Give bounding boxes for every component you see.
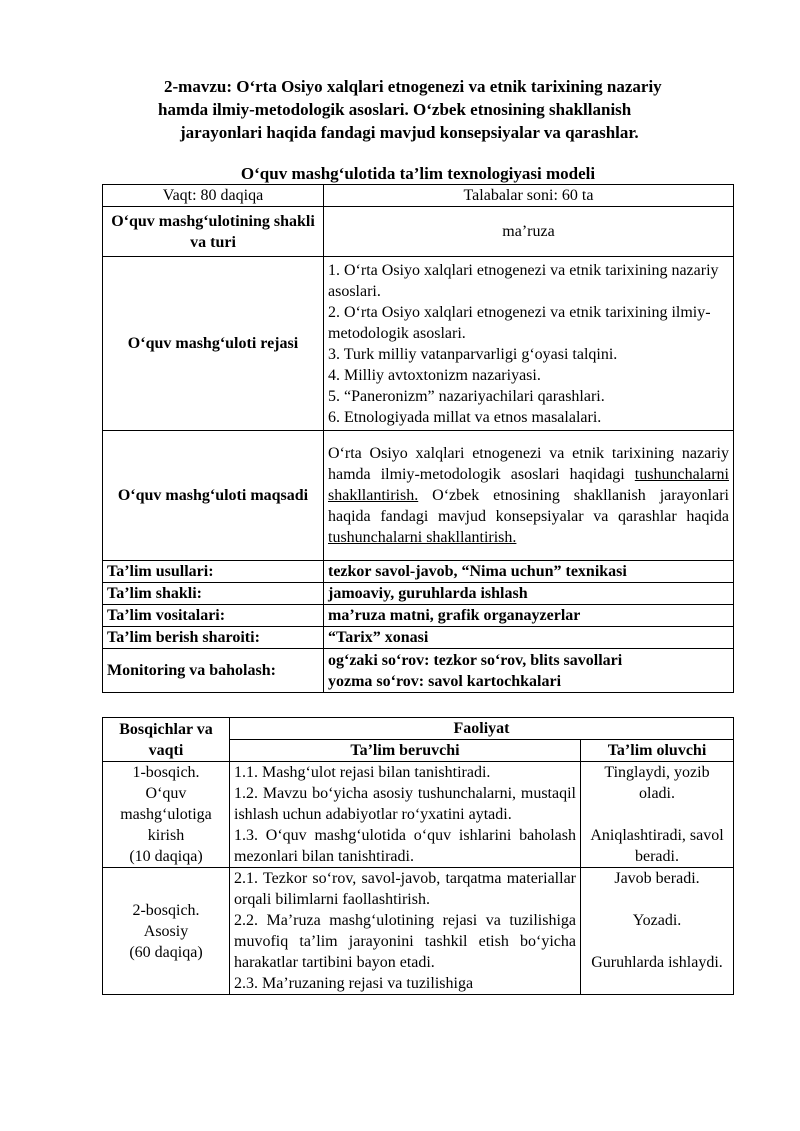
- activity-header: Faoliyat: [230, 718, 734, 740]
- topic-title-line-2: hamda ilmiy-metodologik asoslari. O‘zbek etnosining shakllanish: [158, 100, 632, 119]
- monitoring-label: Monitoring va baholash:: [103, 649, 324, 693]
- monitoring-oral: og‘zaki so‘rov: tezkor so‘rov, blits savollari: [328, 651, 623, 669]
- goal-text-3: O‘zbek etnosining shakllanish jarayonlari haqida fandagi mavjud konsepsiyalar va qarashlar haqida: [328, 487, 729, 525]
- topic-title-line-3: jarayonlari haqida fandagi mavjud konsepsiyalar va qarashlar.: [180, 123, 639, 142]
- student-step: Aniqlashtiradi, savol beradi.: [590, 827, 724, 865]
- conditions-label: Ta’lim berish sharoiti:: [103, 627, 324, 649]
- student-activity: [581, 762, 734, 868]
- goal-text-4: tushunchalarni shakllantirish.: [328, 529, 517, 546]
- methods-label: Ta’lim usullari:: [103, 561, 324, 583]
- form-value: ma’ruza: [324, 207, 734, 257]
- stage-time: (60 daqiqa): [129, 943, 203, 961]
- tools-value: ma’ruza matni, grafik organayzerlar: [324, 605, 734, 627]
- plan-list: [328, 260, 729, 428]
- plan-item: 3. Turk milliy vatanparvarligi g‘oyasi talqini.: [328, 345, 618, 363]
- student-header: Ta’lim oluvchi: [581, 740, 734, 762]
- students-cell: Talabalar soni: 60 ta: [324, 185, 734, 207]
- student-step: Tinglaydi, yozib oladi.: [604, 764, 710, 802]
- student-activity: [581, 868, 734, 995]
- stage-number: 2-bosqich.: [132, 901, 200, 919]
- conditions-value: “Tarix” xonasi: [324, 627, 734, 649]
- model-table: [102, 184, 734, 693]
- plan-item: 1. O‘rta Osiyo xalqlari etnogenezi va etnik tarixining nazariy asoslari.: [328, 261, 719, 300]
- methods-value: tezkor savol-javob, “Nima uchun” texnikasi: [324, 561, 734, 583]
- student-step: Guruhlarda ishlaydi.: [591, 954, 723, 971]
- shape-value: jamoaviy, guruhlarda ishlash: [324, 583, 734, 605]
- stage-number: 1-bosqich.: [132, 764, 200, 781]
- goal-value: [324, 431, 734, 561]
- teacher-header: Ta’lim beruvchi: [230, 740, 581, 762]
- plan-value: [324, 257, 734, 431]
- stage-cell: [103, 762, 230, 868]
- teacher-activity: [230, 868, 581, 995]
- topic-title: [150, 75, 710, 144]
- form-label: O‘quv mashg‘ulotining shakli va turi: [103, 207, 324, 257]
- monitoring-written: yozma so‘rov: savol kartochkalari: [328, 672, 562, 690]
- stage-name: O‘quv mashg‘ulotiga kirish: [120, 785, 212, 844]
- plan-item: 6. Etnologiyada millat va etnos masalalari.: [328, 408, 602, 426]
- teacher-step: 2.2. Ma’ruza mashg‘ulotining rejasi va tuzilishiga muvofiq ta’lim jarayonini tashkil etish bo‘yicha harakatlar tartibini bayon etadi.: [234, 912, 576, 971]
- teacher-step: 2.1. Tezkor so‘rov, savol-javob, tarqatma materiallar orqali bilimlarni faollashtirish.: [234, 870, 576, 908]
- teacher-step: 1.2. Mavzu bo‘yicha asosiy tushunchalarni, mustaqil ishlash uchun adabiyotlar ro‘yxatini aytadi.: [234, 785, 576, 823]
- tools-label: Ta’lim vositalari:: [103, 605, 324, 627]
- plan-item: 5. “Paneronizm” nazariyachilari qarashlari.: [328, 387, 605, 405]
- teacher-step: 2.3. Ma’ruzaning rejasi va tuzilishiga: [234, 975, 474, 992]
- shape-label: Ta’lim shakli:: [103, 583, 324, 605]
- stage-time: (10 daqiqa): [129, 848, 203, 865]
- student-step: Yozadi.: [632, 912, 682, 929]
- student-step: Javob beradi.: [614, 870, 700, 887]
- goal-label: O‘quv mashg‘uloti maqsadi: [103, 431, 324, 561]
- stage-header: Bosqichlar va vaqti: [103, 718, 230, 762]
- monitoring-value: [324, 649, 734, 693]
- plan-item: 4. Milliy avtoxtonizm nazariyasi.: [328, 366, 541, 384]
- plan-item: 2. O‘rta Osiyo xalqlari etnogenezi va etnik tarixining ilmiy-metodologik asoslari.: [328, 303, 711, 342]
- teacher-step: 1.3. O‘quv mashg‘ulotida o‘quv ishlarini baholash mezonlari bilan tanishtiradi.: [234, 827, 576, 865]
- goal-text-2: tushunchalarni shakllantirish.: [328, 466, 729, 504]
- topic-title-line-1: 2-mavzu: O‘rta Osiyo xalqlari etnogenezi va etnik tarixining nazariy: [164, 77, 662, 96]
- model-title: O‘quv mashg‘ulotida ta’lim texnologiyasi modeli: [240, 164, 596, 183]
- teacher-activity: [230, 762, 581, 868]
- stages-table: [102, 717, 734, 995]
- plan-label: O‘quv mashg‘uloti rejasi: [103, 257, 324, 431]
- teacher-step: 1.1. Mashg‘ulot rejasi bilan tanishtiradi.: [234, 764, 491, 781]
- stage-cell: [103, 868, 230, 995]
- goal-text-1: O‘rta Osiyo xalqlari etnogenezi va etnik tarixining nazariy hamda ilmiy-metodologik asoslari haqidagi: [328, 445, 729, 483]
- stage-name: Asosiy: [143, 922, 189, 940]
- time-cell: Vaqt: 80 daqiqa: [103, 185, 324, 207]
